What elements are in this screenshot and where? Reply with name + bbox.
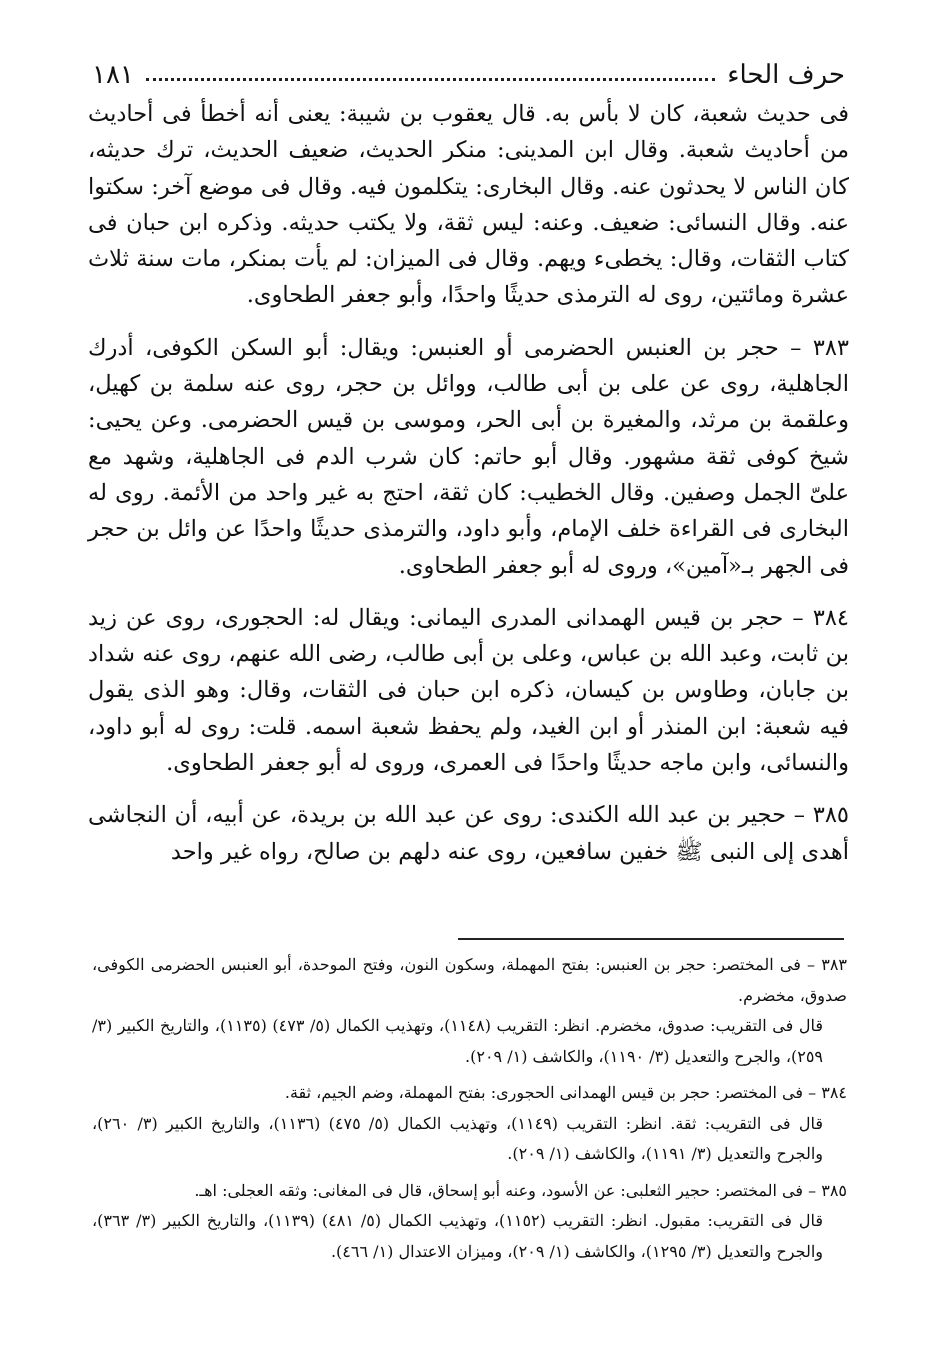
- footnotes: [92, 950, 847, 1267]
- footnote-384-taqrib: قال فى التقريب: ثقة. انظر: التقريب (١١٤٩)، وتهذيب الكمال (٥/ ٤٧٥) (١١٣٦)، والتاريخ الكبير (٣/ ٢٦٠)، والجرح والتعديل (٣/ ١١٩١)، والكاشف (١/ ٢٠٩).: [92, 1113, 823, 1163]
- paragraph-continuation: فى حديث شعبة، كان لا بأس به. قال يعقوب بن شيبة: يعنى أنه أخطأ فى أحاديث من أحاديث شعبة. وقال ابن المدينى: منكر الحديث، ضعيف الحديث، ترك حديثه، كان الناس لا يحدثون عنه. وقال البخارى: يتكلمون فيه. وقال فى موضع آخر: سكتوا عنه. وقال النسائى: ضعيف. وعنه: ليس ثقة، ولا يكتب حديثه. وذكره ابن حبان فى كتاب الثقات، وقال: يخطىء ويهم. وقال فى الميزان: لم يأت بمنكر، مات سنة ثلاث عشرة ومائتين، روى له الترمذى حديثًا واحدًا، وأبو جعفر الطحاوى.: [88, 101, 849, 309]
- main-text: [88, 96, 849, 870]
- page-number: ١٨١: [92, 60, 134, 90]
- footnote-383-taqrib: قال فى التقريب: صدوق، مخضرم. انظر: التقريب (١١٤٨)، وتهذيب الكمال (٥/ ٤٧٣) (١١٣٥)، والتاريخ الكبير (٣/ ٢٥٩)، والجرح والتعديل (٣/ ١١٩٠)، والكاشف (١/ ٢٠٩).: [92, 1016, 823, 1066]
- entry-385: ٣٨٥ – حجير بن عبد الله الكندى: روى عن عبد الله بن بريدة، عن أبيه، أن النجاشى أهدى إلى النبى ﷺ خفين سافعين، روى عنه دلهم بن صالح، رواه غير واحد: [88, 802, 849, 865]
- running-header: [92, 50, 845, 90]
- entry-383: ٣٨٣ – حجر بن العنبس الحضرمى أو العنبس: ويقال: أبو السكن الكوفى، أدرك الجاهلية، روى عن على بن أبى طالب، ووائل بن حجر، روى عنه سلمة بن كهيل، وعلقمة بن مرثد، والمغيرة بن أبى الحر، وموسى بن قيس الحضرمى. وعن يحيى: شيخ كوفى ثقة مشهور. وقال أبو حاتم: كان شرب الدم فى الجاهلية، وشهد مع علىّ الجمل وصفين. وقال الخطيب: كان ثقة، احتج به غير واحد من الأئمة. روى له البخارى فى القراءة خلف الإمام، وأبو داود، والترمذى حديثًا واحدًا عن وائل بن حجر فى الجهر بـ«آمين»، وروى له أبو جعفر الطحاوى.: [88, 334, 849, 579]
- dotted-leader: [146, 78, 715, 81]
- footnote-383-mukhtasar: ٣٨٣ – فى المختصر: حجر بن العنبس: بفتح المهملة، وسكون النون، وفتح الموحدة، أبو العنبس الحضرمى الكوفى، صدوق، مخضرم.: [92, 955, 847, 1005]
- entry-384: ٣٨٤ – حجر بن قيس الهمدانى المدرى اليمانى: ويقال له: الحجورى، روى عن زيد بن ثابت، وعبد الله بن عباس، وعلى بن أبى طالب، رضى الله عنهم، روى عنه شداد بن جابان، وطاوس بن كيسان، ذكره ابن حبان فى الثقات، وقال: وهو الذى يقول فيه شعبة: ابن المنذر أو ابن الغيد، ولم يحفظ شعبة اسمه. قلت: روى له أبو داود، والنسائى، وابن ماجه حديثًا واحدًا فى العمرى، وروى له أبو جعفر الطحاوى.: [88, 604, 849, 777]
- footnote-385-taqrib: قال فى التقريب: مقبول. انظر: التقريب (١١٥٢)، وتهذيب الكمال (٥/ ٤٨١) (١١٣٩)، والتاريخ الكبير (٣/ ٣٦٣)، والجرح والتعديل (٣/ ١٢٩٥)، والكاشف (١/ ٢٠٩)، وميزان الاعتدال (١/ ٤٦٦).: [92, 1211, 824, 1261]
- footnote-384-mukhtasar: ٣٨٤ – فى المختصر: حجر بن قيس الهمدانى الحجورى: بفتح المهملة، وضم الجيم، ثقة.: [284, 1083, 847, 1102]
- footnote-separator: [458, 938, 844, 940]
- chapter-title: حرف الحاء: [727, 60, 845, 90]
- footnote-385-mukhtasar: ٣٨٥ – فى المختصر: حجير الثعلبى: عن الأسود، وعنه أبو إسحاق، قال فى المغانى: وثقه العجلى: اهـ.: [194, 1180, 847, 1200]
